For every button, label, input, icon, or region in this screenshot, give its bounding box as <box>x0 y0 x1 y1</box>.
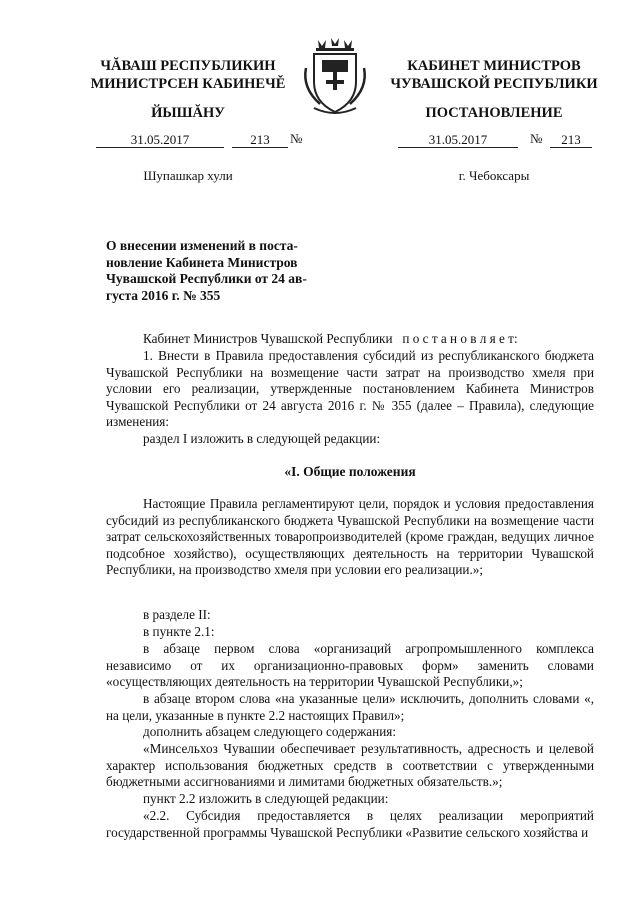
right-city: г. Чебоксары <box>458 168 530 183</box>
paragraph-1: 1. Внести в Правила предоставления субсидий из республиканского бюджета Чувашской Республики на возмещение части затрат на производство хмеля при условии его реализации, утвержденные постановлением Кабинета Министров Чувашской Республики от 24 августа 2016 г. № 355 (далее – Правила), следующие изменения: <box>106 348 594 430</box>
right-date: 31.05.2017 <box>398 132 518 148</box>
intro-paragraph <box>106 331 594 348</box>
left-number: 213 <box>232 132 288 148</box>
right-header-line1: КАБИНЕТ МИНИСТРОВ <box>407 58 581 74</box>
title-line: густа 2016 г. № 355 <box>106 287 221 303</box>
paragraph-6: в абзаце первом слова «организаций агропромышленного комплекса независимо от их организационно-правовых форм» заменить словами «осуществляющих деятельность на территории Чувашской Республики,»; <box>106 641 594 690</box>
right-number-sign: № <box>530 131 543 146</box>
paragraph-9: «Минсельхоз Чувашии обеспечивает результативность, адресность и целевой характер использования бюджетных средств в соответствии с утвержденными бюджетными ассигнованиями и лимитами бюджетных обязательств.»; <box>106 741 594 790</box>
paragraph-3: Настоящие Правила регламентируют цели, порядок и условия предоставления субсидий из республиканского бюджета Чувашской Республики на возмещение части затрат сельскохозяйственных товаропроизводителей (кроме граждан, ведущих личное подсобное хозяйство), осуществляющих деятельность на территории Чувашской Республики, на производство хмеля при условии его реализации.»; <box>106 496 594 578</box>
right-number: 213 <box>550 132 592 148</box>
paragraph-8: дополнить абзацем следующего содержания: <box>143 724 397 739</box>
title-line: новление Кабинета Министров <box>106 254 298 270</box>
intro-text: Кабинет Министров Чувашской Республики <box>143 331 393 346</box>
document-title <box>106 238 307 304</box>
section-heading: «I. Общие положения <box>284 464 416 479</box>
title-line: Чувашской Республики от 24 ав- <box>106 271 307 286</box>
paragraph-4: в разделе II: <box>143 607 211 622</box>
right-doc-type: ПОСТАНОВЛЕНИЕ <box>425 105 563 121</box>
left-header-line1: ЧĂВАШ РЕСПУБЛИКИН <box>100 58 276 74</box>
left-header-line2: МИНИСТРСЕН КАБИНЕЧĚ <box>90 76 286 92</box>
paragraph-5: в пункте 2.1: <box>143 624 215 639</box>
paragraph-7: в абзаце втором слова «на указанные цели» исключить, дополнить словами «, на цели, указанные в пункте 2.2 настоящих Правил»; <box>106 691 594 723</box>
left-date: 31.05.2017 <box>96 132 224 148</box>
paragraph-10: пункт 2.2 изложить в следующей редакции: <box>143 791 389 806</box>
resolves-word: п о с т а н о в л я е т: <box>402 331 518 346</box>
coat-of-arms-emblem <box>300 38 370 118</box>
paragraph-2: раздел I изложить в следующей редакции: <box>143 431 381 446</box>
title-line: О внесении изменений в поста- <box>106 238 298 253</box>
left-doc-type: ЙЫШĂНУ <box>151 105 225 121</box>
right-header-line2: ЧУВАШСКОЙ РЕСПУБЛИКИ <box>390 76 598 92</box>
left-number-sign: № <box>290 131 303 146</box>
left-city: Шупашкар хули <box>143 168 233 183</box>
paragraph-11: «2.2. Субсидия предоставляется в целях реализации мероприятий государственной программы Чувашской Республики «Развитие сельского хозяйства и <box>106 808 594 840</box>
